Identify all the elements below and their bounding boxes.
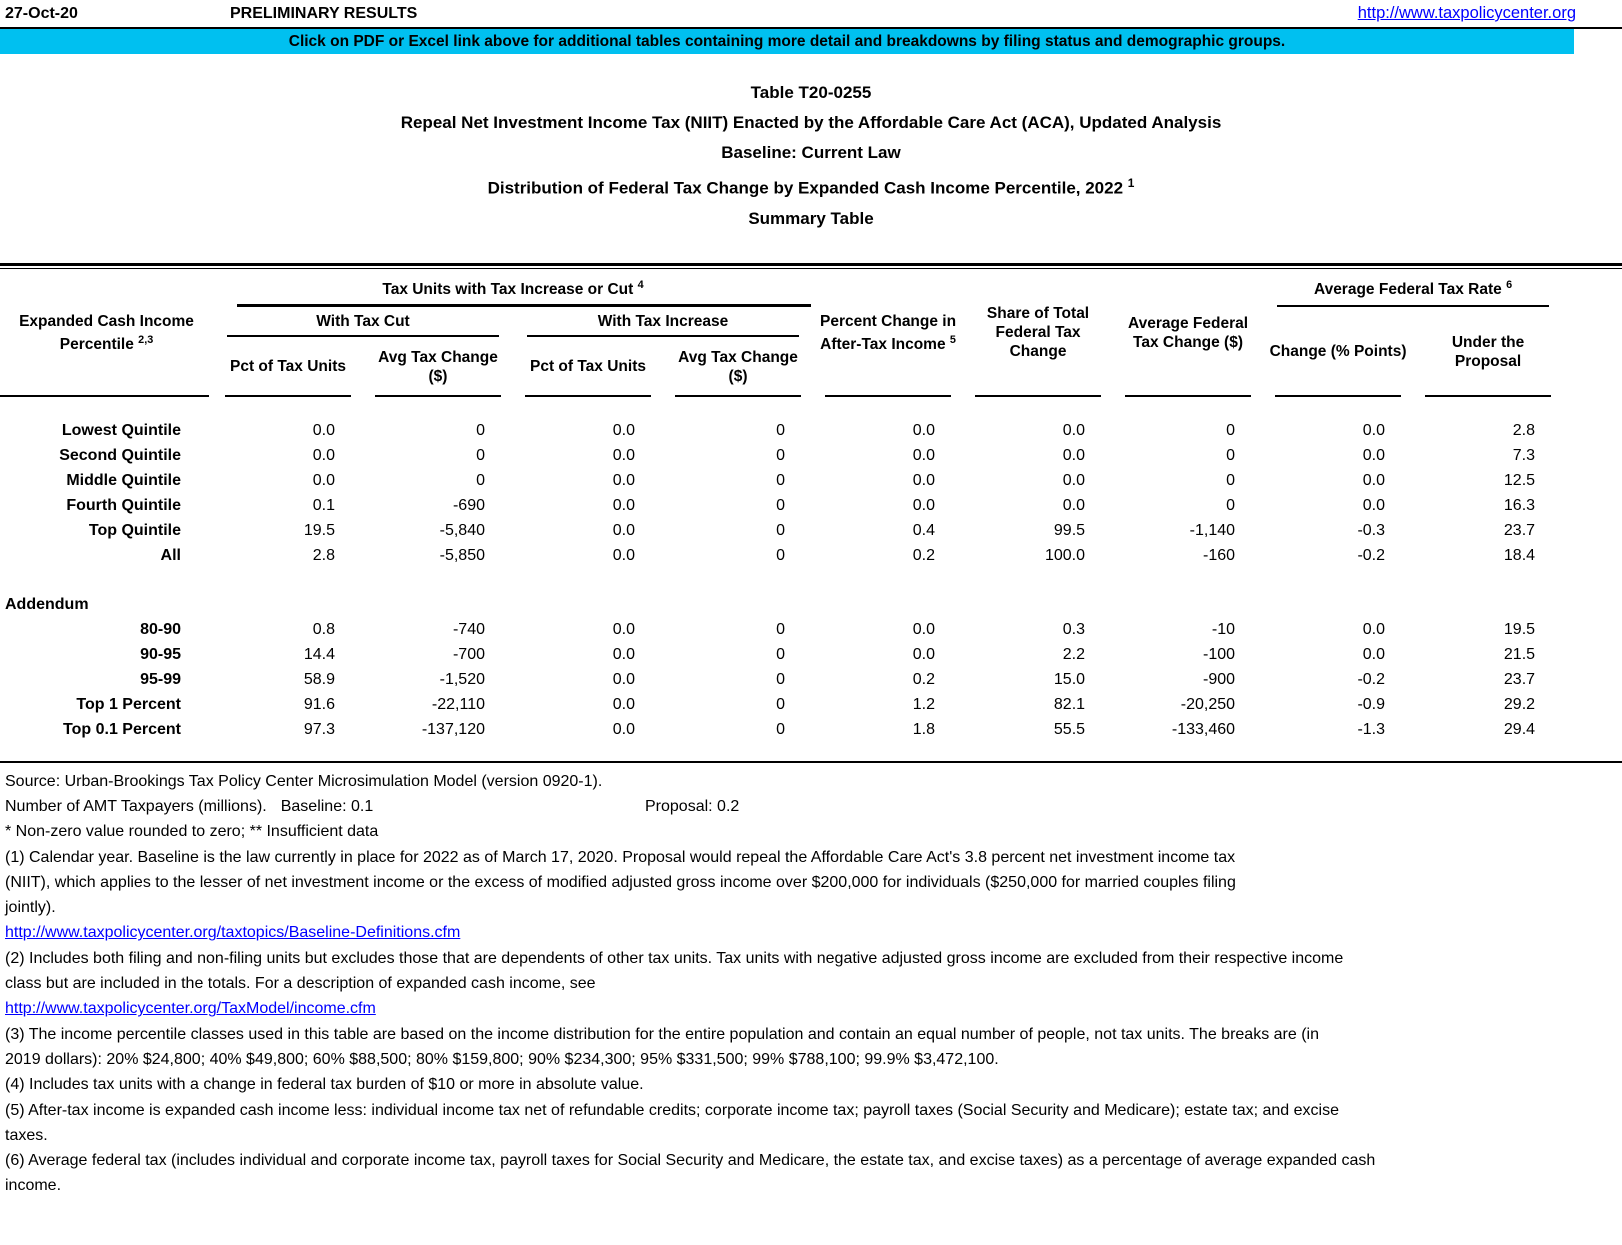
table-row xyxy=(0,469,1622,494)
amt-proposal: Proposal: 0.2 xyxy=(645,797,740,815)
cell-pct-units-increase: 0.0 xyxy=(612,671,635,689)
cell-rate-under: 12.5 xyxy=(1503,472,1536,490)
row-label: Fourth Quintile xyxy=(66,497,181,515)
info-banner-text: Click on PDF or Excel link above for additional tables containing more detail and breakdowns by filing status and demographic groups. xyxy=(288,32,1286,50)
cell-rate-change: -0.9 xyxy=(1357,696,1386,714)
footnote-ref-1: 1 xyxy=(1127,176,1135,190)
cell-avg-federal-change: 0 xyxy=(1226,422,1236,440)
cell-rate-under: 23.7 xyxy=(1503,671,1536,689)
cell-avg-federal-change: 0 xyxy=(1226,472,1236,490)
cell-share-total: 2.2 xyxy=(1062,646,1086,664)
cell-rate-change: -0.3 xyxy=(1357,522,1386,540)
cell-avg-change-cut: -690 xyxy=(452,497,485,515)
cell-pct-units-cut: 0.0 xyxy=(312,447,335,465)
cell-rate-under: 29.4 xyxy=(1503,721,1536,739)
row-label: Middle Quintile xyxy=(66,472,181,490)
footnote-4: (4) Includes tax units with a change in federal tax burden of $10 or more in absolute value. xyxy=(5,1076,644,1094)
amt-label: Number of AMT Taxpayers (millions). xyxy=(5,797,267,815)
footnote-1-line-2: (NIIT), which applies to the lesser of net investment income or the excess of modified adjusted gross income over $200,000 for individuals ($250,000 for married couples filing xyxy=(5,873,1236,891)
spacer-cell xyxy=(1563,643,1622,668)
cell-share-total: 15.0 xyxy=(1053,671,1086,689)
table-row xyxy=(0,494,1622,519)
addendum-label-row xyxy=(0,593,1622,618)
cell-rate-change: 0.0 xyxy=(1362,497,1386,515)
col-header-pct-units-cut: Pct of Tax Units xyxy=(213,337,363,397)
source-note: Source: Urban-Brookings Tax Policy Center Microsimulation Model (version 0920-1). xyxy=(5,772,603,790)
cell-pct-units-increase: 0.0 xyxy=(612,721,635,739)
cell-pct-units-cut: 91.6 xyxy=(303,696,335,714)
cell-share-total: 0.0 xyxy=(1062,497,1086,515)
cell-avg-change-cut: -5,850 xyxy=(439,547,485,565)
cell-avg-change-increase: 0 xyxy=(776,671,786,689)
col-header-avg-change-cut: Avg Tax Change ($) xyxy=(363,337,513,397)
footnote-3-line-2: 2019 dollars): 20% $24,800; 40% $49,800; 60% $88,500; 80% $159,800; 90% $234,300; 95% $331,500; 99% $788,100; 99.9% $3,472,100. xyxy=(5,1050,999,1068)
cell-avg-change-increase: 0 xyxy=(776,696,786,714)
cell-rate-change: -0.2 xyxy=(1357,671,1386,689)
footnote-ref-6: 6 xyxy=(1506,279,1513,292)
footnote-ref-4: 4 xyxy=(637,279,644,292)
table-row xyxy=(0,444,1622,469)
spacer-row xyxy=(0,397,1622,419)
col-header-pct-change-aftertax: Percent Change in After-Tax Income $^5$ xyxy=(813,269,963,397)
footnotes xyxy=(0,763,1622,1199)
table-row xyxy=(0,668,1622,693)
cell-avg-federal-change: -100 xyxy=(1203,646,1236,664)
cell-pct-units-increase: 0.0 xyxy=(612,472,635,490)
group-header-with-increase: With Tax Increase xyxy=(513,307,813,337)
footnote-2-line-2: class but are included in the totals. For a description of expanded cash income, see xyxy=(5,975,596,993)
cell-pct-units-cut: 14.4 xyxy=(303,646,335,664)
income-definition-link[interactable]: http://www.taxpolicycenter.org/TaxModel/income.cfm xyxy=(5,1000,376,1018)
cell-share-total: 0.3 xyxy=(1062,621,1086,639)
cell-rate-change: -1.3 xyxy=(1357,721,1386,739)
spacer-cell xyxy=(1563,494,1622,519)
cell-pct-units-cut: 58.9 xyxy=(303,671,335,689)
table-header xyxy=(0,269,1622,397)
table-row xyxy=(0,618,1622,643)
cell-pct-units-increase: 0.0 xyxy=(612,497,635,515)
row-label: Top Quintile xyxy=(88,522,181,540)
spacer-cell xyxy=(1563,693,1622,718)
col-header-avg-change-increase: Avg Tax Change ($) xyxy=(663,337,813,397)
col-header-avg-federal-change: Average Federal Tax Change ($) xyxy=(1113,269,1263,397)
cell-pct-units-cut: 0.1 xyxy=(312,497,335,515)
table-row xyxy=(0,718,1622,743)
group-header-tax-units: Tax Units with Tax Increase or Cut $^4$ xyxy=(213,269,813,307)
cell-rate-change: 0.0 xyxy=(1362,422,1386,440)
footnote-5-line-1: (5) After-tax income is expanded cash income less: individual income tax net of refundable credits; corporate income tax; payroll taxes (Social Security and Medicare); estate tax; and excise xyxy=(5,1101,1339,1119)
cell-rate-under: 29.2 xyxy=(1503,696,1536,714)
cell-rate-under: 19.5 xyxy=(1503,621,1536,639)
footnote-1-line-1: (1) Calendar year. Baseline is the law currently in place for 2022 as of March 17, 2020. Proposal would repeal the Affordable Care Act's 3.8 percent net investment income tax xyxy=(5,848,1236,866)
cell-rate-under: 16.3 xyxy=(1503,497,1536,515)
cell-pct-units-cut: 0.0 xyxy=(312,422,335,440)
addendum-rows xyxy=(0,618,1622,743)
date-label: 27-Oct-20 xyxy=(5,4,78,22)
cell-rate-change: 0.0 xyxy=(1362,472,1386,490)
proposal-title: Repeal Net Investment Income Tax (NIIT) Enacted by the Affordable Care Act (ACA), Updated Analysis xyxy=(400,113,1222,132)
cell-avg-change-cut: -1,520 xyxy=(439,671,485,689)
cell-avg-change-increase: 0 xyxy=(776,472,786,490)
cell-pct-units-increase: 0.0 xyxy=(612,422,635,440)
group-header-with-cut: With Tax Cut xyxy=(213,307,513,337)
cell-share-total: 0.0 xyxy=(1062,422,1086,440)
cell-pct-change-aftertax: 0.0 xyxy=(912,472,936,490)
cell-share-total: 0.0 xyxy=(1062,472,1086,490)
col-header-share-total: Share of Total Federal Tax Change xyxy=(963,269,1113,397)
row-label: 80-90 xyxy=(140,621,181,639)
spacer-cell xyxy=(1563,668,1622,693)
addendum-label: Addendum xyxy=(5,596,89,614)
info-banner xyxy=(0,29,1574,54)
cell-pct-units-cut: 19.5 xyxy=(303,522,335,540)
cell-pct-units-increase: 0.0 xyxy=(612,547,635,565)
asterisk-note: * Non-zero value rounded to zero; ** Insufficient data xyxy=(5,823,379,841)
cell-pct-change-aftertax: 0.0 xyxy=(912,447,936,465)
cell-rate-under: 23.7 xyxy=(1503,522,1536,540)
cell-pct-units-cut: 97.3 xyxy=(303,721,335,739)
cell-avg-change-cut: -740 xyxy=(452,621,485,639)
cell-avg-federal-change: -133,460 xyxy=(1171,721,1236,739)
table-row xyxy=(0,419,1622,444)
cell-avg-change-increase: 0 xyxy=(776,497,786,515)
group-header-avg-rate: Average Federal Tax Rate $^6$ xyxy=(1263,269,1563,307)
cell-avg-change-cut: -5,840 xyxy=(439,522,485,540)
cell-pct-units-increase: 0.0 xyxy=(612,646,635,664)
row-label: Second Quintile xyxy=(59,447,181,465)
addendum-section xyxy=(0,569,1622,618)
cell-rate-under: 21.5 xyxy=(1503,646,1536,664)
table-row xyxy=(0,693,1622,718)
cell-avg-change-cut: 0 xyxy=(476,472,485,490)
cell-pct-units-increase: 0.0 xyxy=(612,621,635,639)
col-header-rate-change: Change (% Points) xyxy=(1263,307,1413,397)
footnote-ref-2-3: 2,3 xyxy=(138,333,154,346)
cell-avg-change-cut: -700 xyxy=(452,646,485,664)
cell-pct-change-aftertax: 0.0 xyxy=(912,422,936,440)
cell-pct-units-cut: 2.8 xyxy=(312,547,335,565)
cell-rate-under: 18.4 xyxy=(1503,547,1536,565)
preliminary-results-label: PRELIMINARY RESULTS xyxy=(230,4,418,22)
cell-pct-change-aftertax: 0.2 xyxy=(912,671,936,689)
cell-avg-federal-change: -20,250 xyxy=(1180,696,1236,714)
cell-rate-change: -0.2 xyxy=(1357,547,1386,565)
cell-rate-under: 7.3 xyxy=(1512,447,1536,465)
cell-share-total: 0.0 xyxy=(1062,447,1086,465)
cell-avg-federal-change: 0 xyxy=(1226,497,1236,515)
footnote-2-line-1: (2) Includes both filing and non-filing units but excludes those that are dependents of other tax units. Tax units with negative adjusted gross income are excluded from their respective income xyxy=(5,949,1344,967)
footnote-ref-5: 5 xyxy=(949,333,956,346)
cell-avg-change-increase: 0 xyxy=(776,621,786,639)
col-header-pct-units-increase: Pct of Tax Units xyxy=(513,337,663,397)
cell-avg-federal-change: -10 xyxy=(1211,621,1236,639)
cell-avg-change-increase: 0 xyxy=(776,547,786,565)
row-label: Lowest Quintile xyxy=(61,422,181,440)
table-row xyxy=(0,643,1622,668)
spacer-column xyxy=(1563,269,1622,397)
row-label: 95-99 xyxy=(140,671,181,689)
cell-avg-change-cut: -22,110 xyxy=(431,696,485,714)
main-rows xyxy=(0,397,1622,569)
cell-rate-change: 0.0 xyxy=(1362,447,1386,465)
cell-avg-change-increase: 0 xyxy=(776,522,786,540)
spacer-cell xyxy=(1563,519,1622,544)
cell-share-total: 100.0 xyxy=(1044,547,1086,565)
baseline-title: Baseline: Current Law xyxy=(721,143,901,162)
row-label: All xyxy=(160,547,181,565)
row-label: Top 0.1 Percent xyxy=(63,721,181,739)
cell-rate-under: 2.8 xyxy=(1512,422,1536,440)
top-bar xyxy=(0,0,1622,29)
cell-avg-change-increase: 0 xyxy=(776,721,786,739)
cell-avg-change-increase: 0 xyxy=(776,646,786,664)
footnote-1-line-3: jointly). xyxy=(5,899,56,917)
cell-avg-change-cut: 0 xyxy=(476,422,485,440)
distribution-title: Distribution of Federal Tax Change by Expanded Cash Income Percentile, 2022 $^1$ xyxy=(487,176,1135,198)
cell-avg-change-increase: 0 xyxy=(776,422,786,440)
distribution-table xyxy=(0,269,1622,743)
cell-avg-change-increase: 0 xyxy=(776,447,786,465)
spacer-cell xyxy=(1563,718,1622,743)
cell-avg-federal-change: -160 xyxy=(1203,547,1236,565)
row-label: Top 1 Percent xyxy=(76,696,181,714)
cell-pct-units-increase: 0.0 xyxy=(612,447,635,465)
cell-pct-change-aftertax: 0.2 xyxy=(912,547,936,565)
taxpolicycenter-link[interactable]: http://www.taxpolicycenter.org xyxy=(1357,4,1576,22)
spacer-cell xyxy=(1563,444,1622,469)
footnote-6-line-1: (6) Average federal tax (includes individual and corporate income tax, payroll taxes for Social Security and Medicare, the estate tax, and excise taxes) as a percentage of average expanded cash xyxy=(5,1152,1376,1170)
title-block xyxy=(0,78,1622,234)
baseline-definitions-link[interactable]: http://www.taxpolicycenter.org/taxtopics/Baseline-Definitions.cfm xyxy=(5,924,461,942)
cell-pct-change-aftertax: 1.2 xyxy=(912,696,936,714)
table-number-title: Table T20-0255 xyxy=(750,83,872,102)
row-label: 90-95 xyxy=(140,646,181,664)
cell-avg-federal-change: -1,140 xyxy=(1189,522,1236,540)
table-row xyxy=(0,544,1622,569)
cell-share-total: 55.5 xyxy=(1053,721,1086,739)
cell-pct-change-aftertax: 0.0 xyxy=(912,497,936,515)
footnote-5-line-2: taxes. xyxy=(5,1126,48,1144)
cell-avg-federal-change: 0 xyxy=(1226,447,1236,465)
cell-share-total: 99.5 xyxy=(1053,522,1086,540)
footnote-3-line-1: (3) The income percentile classes used in this table are based on the income distribution for the entire population and contain an equal number of people, not tax units. The breaks are (in xyxy=(5,1025,1319,1043)
cell-pct-change-aftertax: 0.0 xyxy=(912,621,936,639)
amt-taxpayers-row xyxy=(5,794,1622,819)
stub-header: Expanded Cash Income Percentile $^{2,3}$ xyxy=(0,269,213,397)
spacer-row xyxy=(0,569,1622,593)
cell-pct-units-cut: 0.0 xyxy=(312,472,335,490)
spacer-cell xyxy=(1563,618,1622,643)
summary-table-title: Summary Table xyxy=(748,208,874,228)
cell-pct-change-aftertax: 0.4 xyxy=(912,522,936,540)
cell-pct-units-increase: 0.0 xyxy=(612,522,635,540)
footnote-6-line-2: income. xyxy=(5,1177,62,1195)
cell-avg-federal-change: -900 xyxy=(1203,671,1236,689)
cell-rate-change: 0.0 xyxy=(1362,621,1386,639)
cell-avg-change-cut: 0 xyxy=(476,447,485,465)
cell-pct-units-cut: 0.8 xyxy=(312,621,335,639)
table-row xyxy=(0,519,1622,544)
col-header-rate-under: Under the Proposal xyxy=(1413,307,1563,397)
cell-rate-change: 0.0 xyxy=(1362,646,1386,664)
cell-share-total: 82.1 xyxy=(1053,696,1086,714)
spacer-cell xyxy=(1563,469,1622,494)
cell-pct-change-aftertax: 0.0 xyxy=(912,646,936,664)
spacer-cell xyxy=(1563,544,1622,569)
amt-baseline: Baseline: 0.1 xyxy=(280,797,374,815)
cell-avg-change-cut: -137,120 xyxy=(421,721,485,739)
cell-pct-change-aftertax: 1.8 xyxy=(912,721,936,739)
cell-pct-units-increase: 0.0 xyxy=(612,696,635,714)
spacer-cell xyxy=(1563,419,1622,444)
